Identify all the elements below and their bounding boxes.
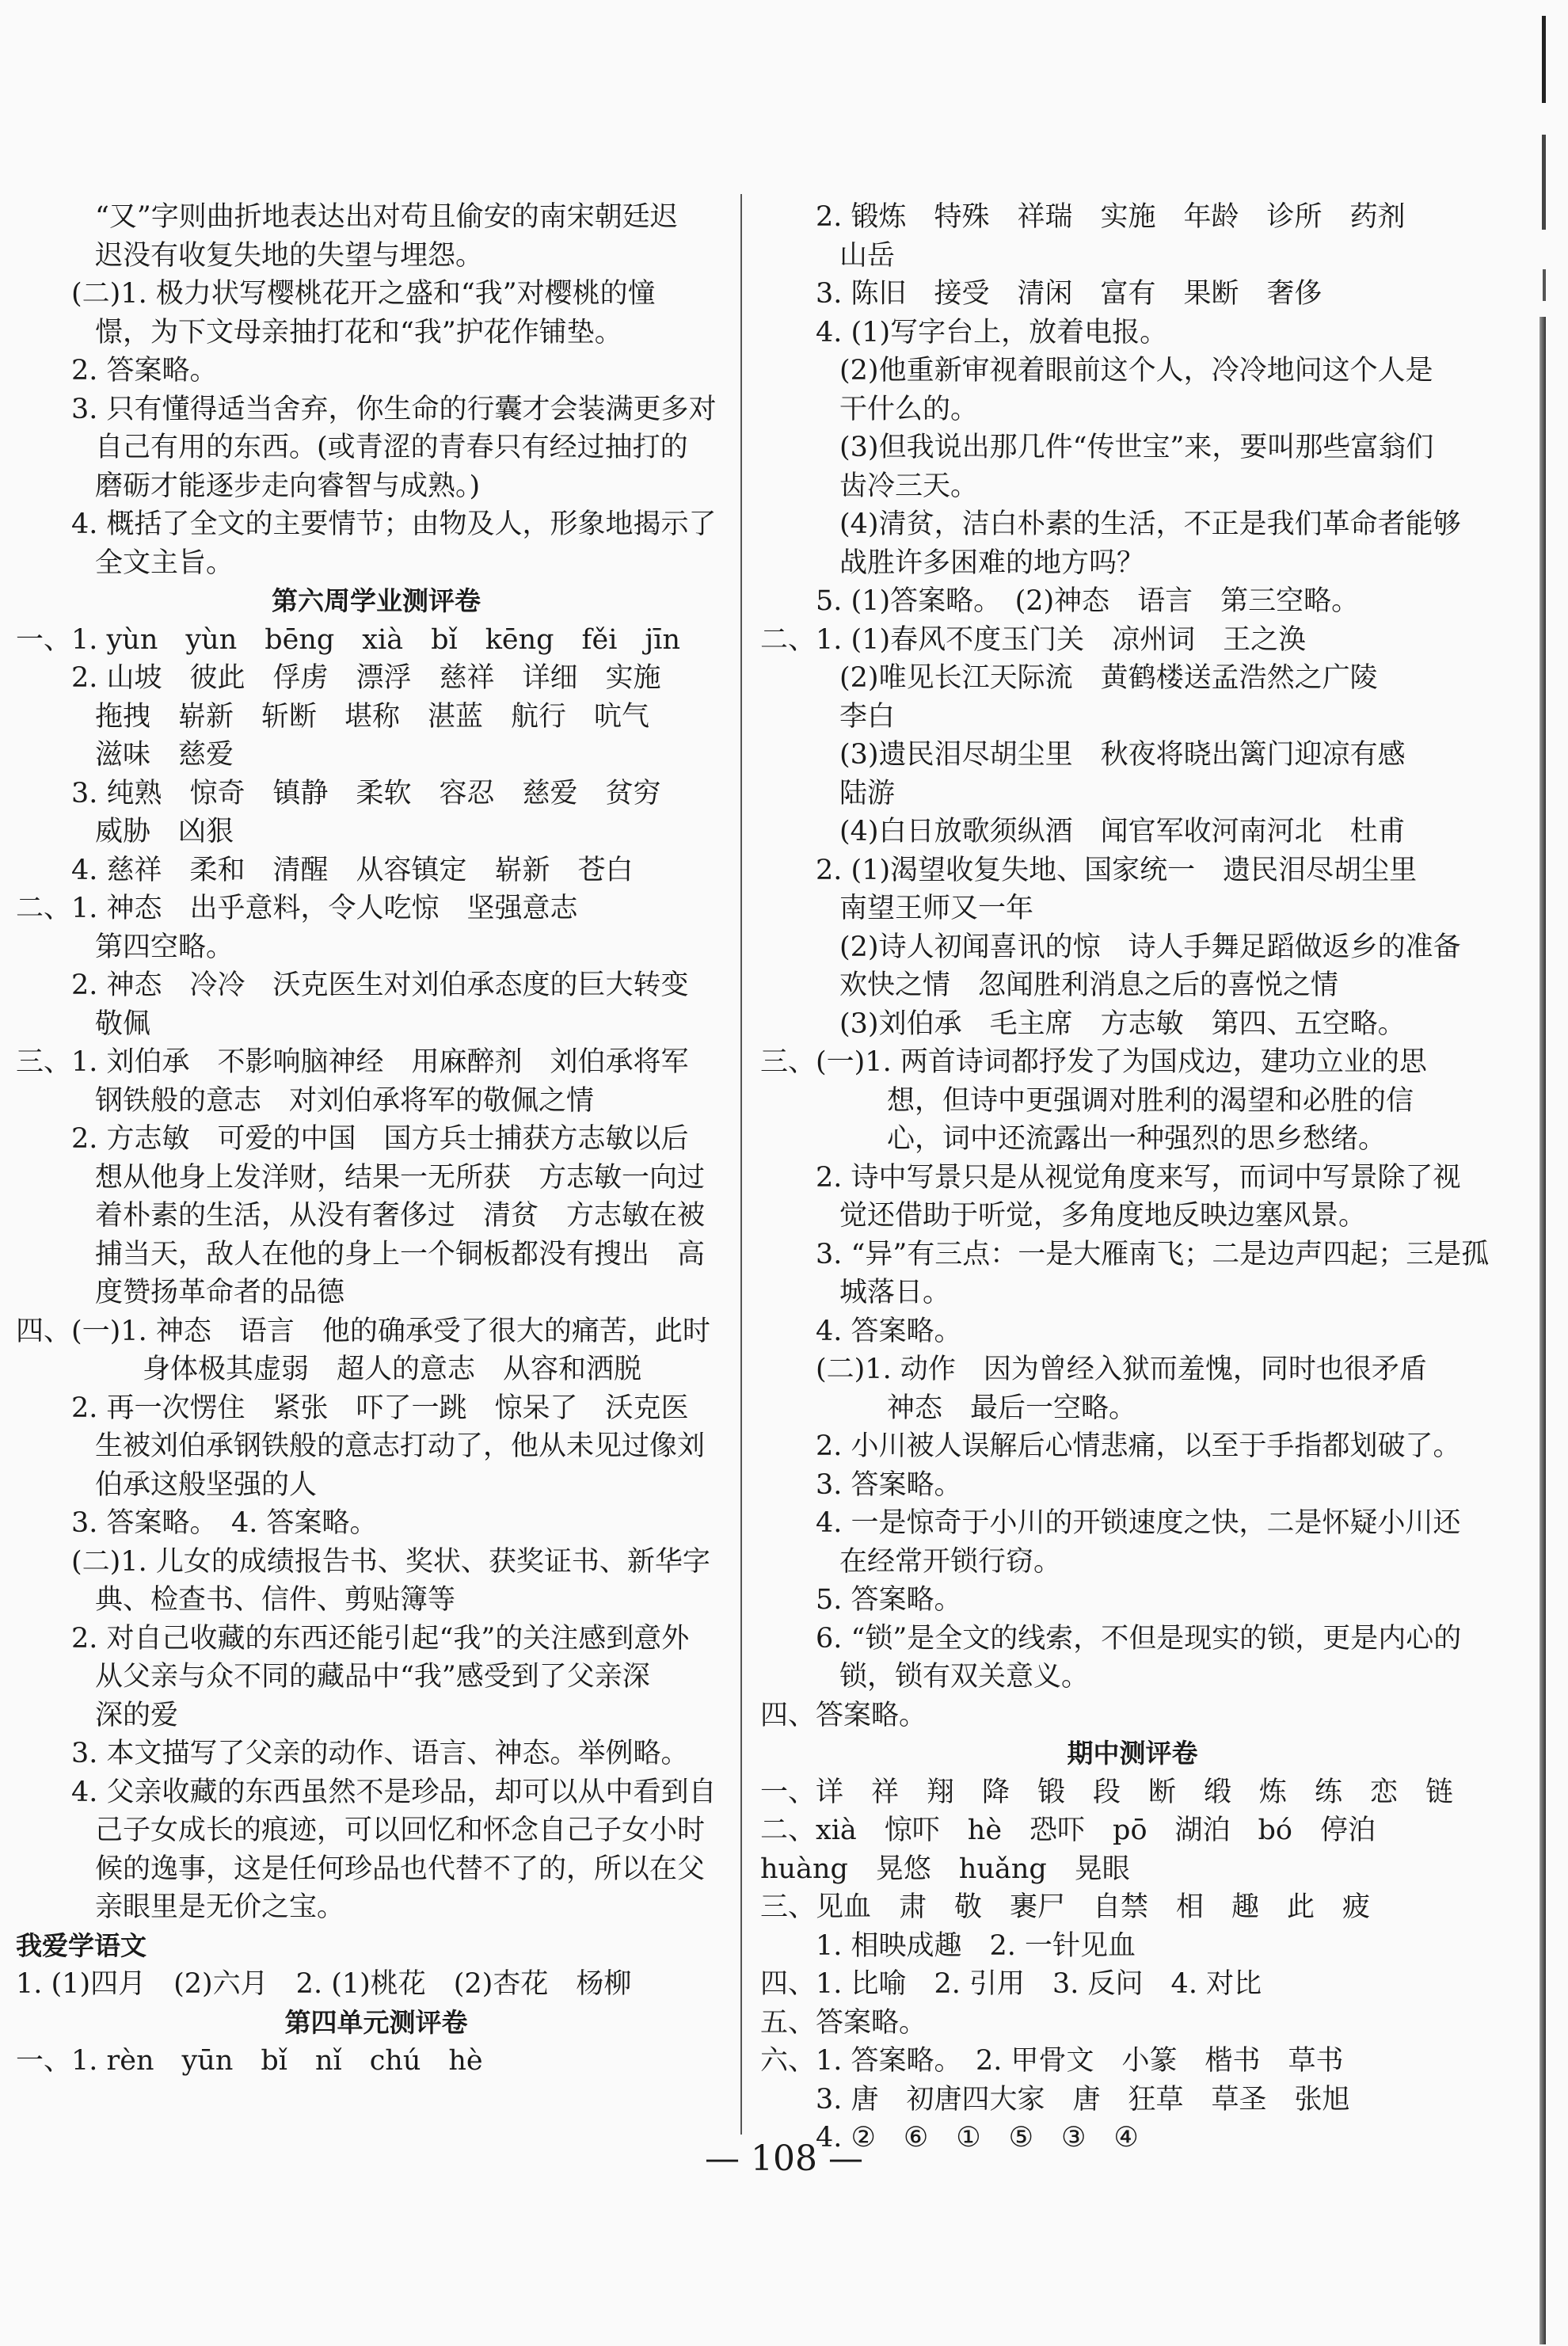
scan-edge bbox=[1520, 0, 1568, 2346]
answer-line: 2. 再一次愣住 紧张 吓了一跳 惊呆了 沃克医 bbox=[71, 1392, 689, 1424]
answer-line: 3. 纯熟 惊奇 镇静 柔软 容忍 慈爱 贫穷 bbox=[71, 777, 661, 809]
answer-line: 5. (1)答案略。 (2)神态 语言 第三空略。 bbox=[816, 585, 1360, 617]
answer-line: 4. ② ⑥ ① ⑤ ③ ④ bbox=[816, 2122, 1139, 2154]
answer-line: 干什么的。 bbox=[839, 393, 979, 425]
answer-line: 2. 诗中写景只是从视觉角度来写，而词中写景除了视 bbox=[816, 1161, 1461, 1194]
answer-line: 2. (1)渴望收复失地、国家统一 遗民泪尽胡尘里 bbox=[816, 854, 1418, 886]
answer-line: 二、1. (1)春风不度玉门关 凉州词 王之涣 bbox=[760, 623, 1307, 656]
answer-line: (二)1. 动作 因为曾经入狱而羞愧，同时也很矛盾 bbox=[816, 1354, 1427, 1385]
answer-line: 一、1. rèn yūn bǐ nǐ chú hè bbox=[16, 2045, 483, 2077]
answer-line: 第四空略。 bbox=[95, 931, 234, 963]
answer-line: (3)刘伯承 毛主席 方志敏 第四、五空略。 bbox=[839, 1007, 1406, 1040]
answer-line: 4. 慈祥 柔和 清醒 从容镇定 崭新 苍白 bbox=[71, 854, 634, 886]
answer-line: 神态 最后一空略。 bbox=[887, 1392, 1137, 1424]
answer-line: 威胁 凶狠 bbox=[95, 816, 234, 847]
answer-line: 三、见血 肃 敬 裹尸 自禁 相 趣 此 疲 bbox=[760, 1891, 1371, 1923]
answer-line: 四、(一)1. 神态 语言 他的确承受了很大的痛苦，此时 bbox=[16, 1315, 710, 1347]
answer-line: (4)白日放歌须纵酒 闻官军收河南河北 杜甫 bbox=[839, 816, 1406, 847]
answer-line: 2. 答案略。 bbox=[71, 355, 218, 387]
answer-line: 觉还借助于听觉，多角度地反映边塞风景。 bbox=[839, 1200, 1367, 1232]
answer-line: 四、答案略。 bbox=[760, 1699, 927, 1731]
answer-line: 迟没有收复失地的失望与埋怨。 bbox=[95, 239, 484, 272]
section-title: 第四单元测评卷 bbox=[284, 2006, 468, 2038]
answer-line: 4. 父亲收藏的东西虽然不是珍品，却可以从中看到自 bbox=[71, 1776, 717, 1808]
answer-line: 拖拽 崭新 斩断 堪称 湛蓝 航行 吭气 bbox=[95, 700, 650, 733]
answer-line: 南望王师又一年 bbox=[839, 893, 1034, 924]
section-heading: 我爱学语文 bbox=[16, 1929, 147, 1961]
answer-line: 4. 概括了全文的主要情节；由物及人，形象地揭示了 bbox=[71, 508, 717, 540]
answer-line: 深的爱 bbox=[95, 1699, 179, 1731]
answer-line: 1. (1)四月 (2)六月 2. (1)桃花 (2)杏花 杨柳 bbox=[16, 1968, 632, 2000]
answer-line: 度赞扬革命者的品德 bbox=[95, 1277, 345, 1308]
answer-line: 着朴素的生活，从没有奢侈过 清贫 方志敏在被 bbox=[95, 1200, 706, 1232]
answer-line: 1. 相映成趣 2. 一针见血 bbox=[816, 1929, 1136, 1962]
answer-line: 3. “异”有三点：一是大雁南飞；二是边声四起；三是孤 bbox=[816, 1238, 1490, 1270]
answer-line: 五、答案略。 bbox=[760, 2006, 927, 2039]
answer-line: 4. 一是惊奇于小川的开锁速度之快，二是怀疑小川还 bbox=[816, 1507, 1461, 1539]
section-title: 第六周学业测评卷 bbox=[272, 585, 481, 616]
scan-mark bbox=[1542, 16, 1546, 103]
answer-line: 己子女成长的痕迹，可以回忆和怀念自己子女小时 bbox=[95, 1815, 706, 1846]
answer-line: 敬佩 bbox=[95, 1007, 151, 1040]
scan-mark bbox=[1542, 135, 1546, 230]
answer-line: 一、详 祥 翔 降 锻 段 断 缎 炼 练 恋 链 bbox=[760, 1776, 1454, 1808]
answer-line: 2. 方志敏 可爱的中国 国方兵士捕获方志敏以后 bbox=[71, 1123, 689, 1155]
answer-line: 3. 只有懂得适当舍弃，你生命的行囊才会装满更多对 bbox=[71, 393, 717, 425]
answer-line: (2)唯见长江天际流 黄鹤楼送孟浩然之广陵 bbox=[839, 662, 1378, 694]
answer-line: 钢铁般的意志 对刘伯承将军的敬佩之情 bbox=[95, 1084, 595, 1117]
answer-line: 二、1. 神态 出乎意料，令人吃惊 坚强意志 bbox=[16, 893, 578, 924]
answer-line: 候的逸事，这是任何珍品也代替不了的，所以在父 bbox=[95, 1853, 706, 1885]
answer-line: 3. 本文描写了父亲的动作、语言、神态。举例略。 bbox=[71, 1738, 689, 1769]
answer-line: 战胜许多困难的地方吗？ bbox=[839, 547, 1145, 579]
answer-line: 3. 陈旧 接受 清闲 富有 果断 奢侈 bbox=[816, 278, 1323, 310]
answer-line: 在经常开锁行窃。 bbox=[839, 1545, 1062, 1578]
answer-line: 三、1. 刘伯承 不影响脑神经 用麻醉剂 刘伯承将军 bbox=[16, 1046, 689, 1078]
answer-line: 4. (1)写字台上，放着电报。 bbox=[816, 316, 1168, 348]
answer-line: 三、(一)1. 两首诗词都抒发了为国戍边，建功立业的思 bbox=[760, 1046, 1427, 1078]
answer-line: 全文主旨。 bbox=[95, 547, 234, 579]
answer-line: 六、1. 答案略。 2. 甲骨文 小篆 楷书 草书 bbox=[760, 2045, 1344, 2077]
answer-line: (2)诗人初闻喜讯的惊 诗人手舞足蹈做返乡的准备 bbox=[839, 931, 1461, 963]
answer-line: 5. 答案略。 bbox=[816, 1584, 962, 1616]
answer-line: (4)清贫，洁白朴素的生活，不正是我们革命者能够 bbox=[839, 508, 1461, 540]
answer-line: 欢快之情 忽闻胜利消息之后的喜悦之情 bbox=[839, 969, 1339, 1001]
answer-line: 心，词中还流露出一种强烈的思乡愁绪。 bbox=[887, 1123, 1387, 1155]
answer-line: 3. 答案略。 4. 答案略。 bbox=[71, 1507, 378, 1539]
answer-line: 憬，为下文母亲抽打花和“我”护花作铺垫。 bbox=[95, 316, 622, 348]
answer-line: 生被刘伯承钢铁般的意志打动了，他从未见过像刘 bbox=[95, 1430, 706, 1462]
answer-line: 6. “锁”是全文的线索，不但是现实的锁，更是内心的 bbox=[816, 1622, 1462, 1655]
answer-line: 伯承这般坚强的人 bbox=[95, 1468, 318, 1501]
answer-line: 3. 答案略。 bbox=[816, 1468, 962, 1501]
answer-line: 锁，锁有双关意义。 bbox=[839, 1661, 1090, 1693]
answer-line: 磨砺才能逐步走向睿智与成熟。) bbox=[95, 470, 481, 502]
answer-line: 身体极其虚弱 超人的意志 从容和洒脱 bbox=[143, 1354, 642, 1385]
section-title: 期中测评卷 bbox=[1067, 1738, 1198, 1769]
right-column bbox=[760, 198, 1505, 2157]
answer-line: 想从他身上发洋财，结果一无所获 方志敏一向过 bbox=[95, 1161, 706, 1194]
answer-line: 想，但诗中更强调对胜利的渴望和必胜的信 bbox=[887, 1084, 1414, 1117]
answer-line: (2)他重新审视着眼前这个人，冷冷地问这个人是 bbox=[839, 355, 1433, 387]
answer-line: “又”字则曲折地表达出对苟且偷安的南宋朝廷迟 bbox=[95, 201, 678, 233]
answer-line: 典、检查书、信件、剪贴簿等 bbox=[95, 1584, 456, 1616]
answer-line: 自己有用的东西。(或青涩的青春只有经过抽打的 bbox=[95, 432, 688, 463]
scan-mark bbox=[1539, 317, 1546, 2344]
answer-line: (3)但我说出那几件“传世宝”来，要叫那些富翁们 bbox=[839, 432, 1434, 463]
answer-line: 二、xià 惊吓 hè 恐吓 pō 湖泊 bó 停泊 bbox=[760, 1815, 1376, 1846]
answer-line: 2. 山坡 彼此 俘虏 漂浮 慈祥 详细 实施 bbox=[71, 662, 661, 694]
answer-line: (二)1. 儿女的成绩报告书、奖状、获奖证书、新华字 bbox=[71, 1545, 710, 1578]
answer-line: 2. 对自己收藏的东西还能引起“我”的关注感到意外 bbox=[71, 1622, 690, 1655]
answer-line: 捕当天，敌人在他的身上一个铜板都没有搜出 高 bbox=[95, 1238, 706, 1270]
answer-line: 四、1. 比喻 2. 引用 3. 反问 4. 对比 bbox=[760, 1968, 1262, 2000]
page-number: — 108 — bbox=[705, 2138, 863, 2179]
answer-line: huàng 晃悠 huǎng 晃眼 bbox=[760, 1853, 1130, 1885]
answer-line: 2. 锻炼 特殊 祥瑞 实施 年龄 诊所 药剂 bbox=[816, 201, 1406, 233]
answer-line: 李白 bbox=[839, 700, 896, 733]
answer-line: 滋味 慈爱 bbox=[95, 739, 234, 771]
answer-line: (3)遗民泪尽胡尘里 秋夜将晓出篱门迎凉有感 bbox=[839, 739, 1406, 771]
answer-line: 2. 小川被人误解后心情悲痛，以至于手指都划破了。 bbox=[816, 1430, 1461, 1462]
answer-line: 3. 唐 初唐四大家 唐 狂草 草圣 张旭 bbox=[816, 2083, 1350, 2116]
left-column bbox=[16, 198, 736, 2081]
answer-line: 4. 答案略。 bbox=[816, 1315, 962, 1347]
answer-line: 城落日。 bbox=[839, 1277, 951, 1308]
answer-line: 山岳 bbox=[839, 239, 896, 272]
answer-line: 一、1. yùn yùn bēng xià bǐ kēng fěi jīn bbox=[16, 623, 681, 656]
answer-line: 从父亲与众不同的藏品中“我”感受到了父亲深 bbox=[95, 1661, 650, 1693]
answer-line: 2. 神态 冷冷 沃克医生对刘伯承态度的巨大转变 bbox=[71, 969, 689, 1001]
column-divider bbox=[740, 194, 742, 2135]
answer-line: 齿冷三天。 bbox=[839, 470, 979, 502]
answer-line: (二)1. 极力状写樱桃花开之盛和“我”对樱桃的憧 bbox=[71, 278, 656, 310]
scan-mark bbox=[1543, 269, 1546, 301]
answer-line: 陆游 bbox=[839, 777, 896, 809]
answer-line: 亲眼里是无价之宝。 bbox=[95, 1891, 345, 1923]
